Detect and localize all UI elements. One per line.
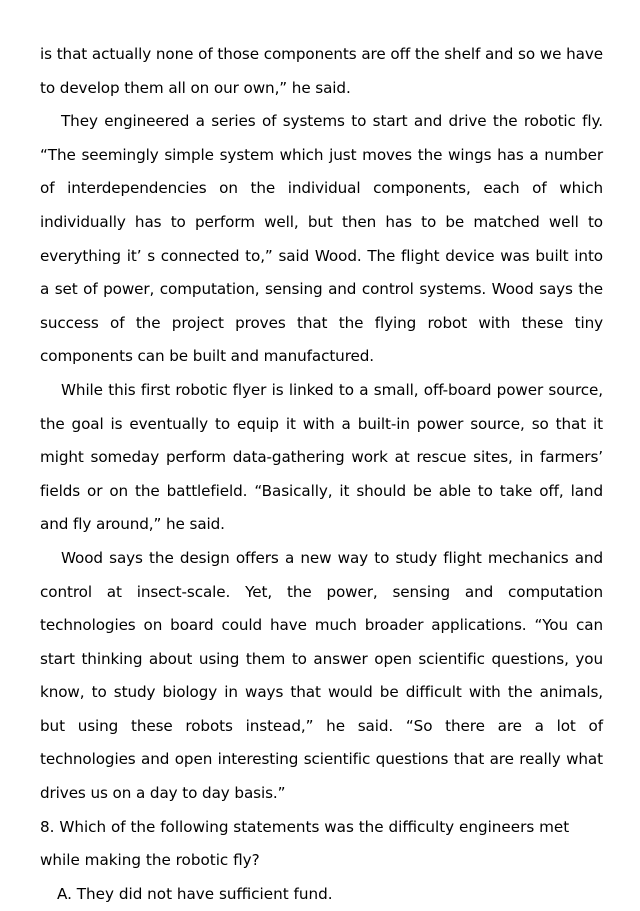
question-8-stem: 8. Which of the following statements was the difficulty engineers met while making the robotic fly? [40,817,570,870]
paragraph-4: Wood says the design offers a new way to study flight mechanics and control at insect-scale. Yet, the power, sensing and computation technologies on board could have much broader applications. “You can start thinking about using them to answer open scientific questions, you know, to study biology in ways that would be difficult with the animals, but using these robots instead,” he said. “So there are a lot of technologies and open interesting scientific questions that are really what drives us on a day to day basis.” [40,548,603,803]
paragraph-1: is that actually none of those components are off the shelf and so we have to develop them all on our own,” he said. [40,45,603,97]
paragraph-2: They engineered a series of systems to start and drive the robotic fly. “The seemingly simple system which just moves the wings has a number of interdependencies on the individual components, each of which individually has to perform well, but then has to be matched well to everything it’ s connected to,” said Wood. The flight device was built into a set of power, computation, sensing and control systems. Wood says the success of the project proves that the flying robot with these tiny components can be built and manufactured. [40,112,603,366]
paragraph-3: While this first robotic flyer is linked to a small, off-board power source, the goal is eventually to equip it with a built-in power source, so that it might someday perform data-gathering work at rescue sites, in farmers’ fields or on the battlefield. “Basically, it should be able to take off, land and fly around,” he said. [40,380,603,534]
document-page [40,38,603,911]
question-8-option-a: A. They did not have sufficient fund. [57,884,333,903]
